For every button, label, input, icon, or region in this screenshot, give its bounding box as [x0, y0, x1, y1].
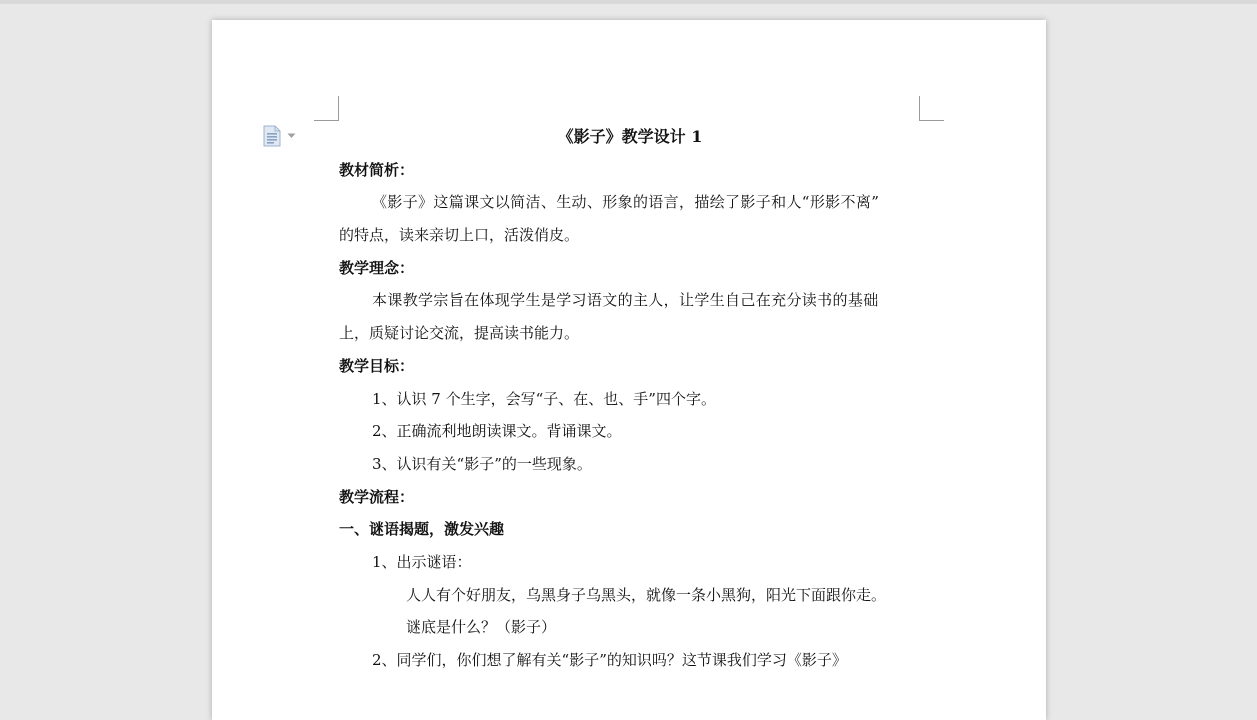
- margin-corner-top-right: [919, 96, 944, 121]
- paragraph-line: 谜底是什么？（影子）: [406, 618, 557, 637]
- document-page[interactable]: [212, 20, 1046, 720]
- section-heading: 教学流程：: [339, 487, 415, 506]
- section-heading: 一、谜语揭题，激发兴趣: [339, 520, 505, 539]
- paragraph-line: 上，质疑讨论交流，提高读书能力。: [339, 324, 580, 343]
- document-lines: [339, 154, 921, 677]
- top-strip: [0, 0, 1257, 4]
- paragraph-line: 1、出示谜语：: [372, 552, 472, 571]
- section-heading: 教材简析：: [339, 160, 415, 179]
- document-options-button[interactable]: [262, 124, 302, 148]
- chevron-down-icon: [287, 133, 296, 139]
- margin-corner-top-left: [314, 96, 339, 121]
- paragraph-line: 本课教学宗旨在体现学生是学习语文的主人，让学生自己在充分读书的基础: [372, 291, 879, 310]
- paragraph-line: 的特点，读来亲切上口，活泼俏皮。: [339, 226, 580, 245]
- document-body: [339, 121, 921, 677]
- paragraph-line: 《影子》这篇课文以简洁、生动、形象的语言，描绘了影子和人“形影不离”: [372, 193, 880, 212]
- paragraph-line: 2、同学们，你们想了解有关“影子”的知识吗？这节课我们学习《影子》: [372, 651, 847, 669]
- paragraph-line: 2、正确流利地朗读课文。背诵课文。: [372, 422, 622, 441]
- paragraph-line: 3、认识有关“影子”的一些现象。: [372, 454, 592, 473]
- section-heading: 教学目标：: [339, 356, 415, 375]
- document-icon: [262, 125, 282, 147]
- paragraph-line: 人人有个好朋友，乌黑身子乌黑头，就像一条小黑狗，阳光下面跟你走。: [406, 585, 887, 604]
- document-title: 《影子》教学设计 1: [557, 127, 703, 146]
- paragraph-line: 1、认识 7 个生字，会写“子、在、也、手”四个字。: [372, 389, 716, 408]
- section-heading: 教学理念：: [339, 258, 415, 277]
